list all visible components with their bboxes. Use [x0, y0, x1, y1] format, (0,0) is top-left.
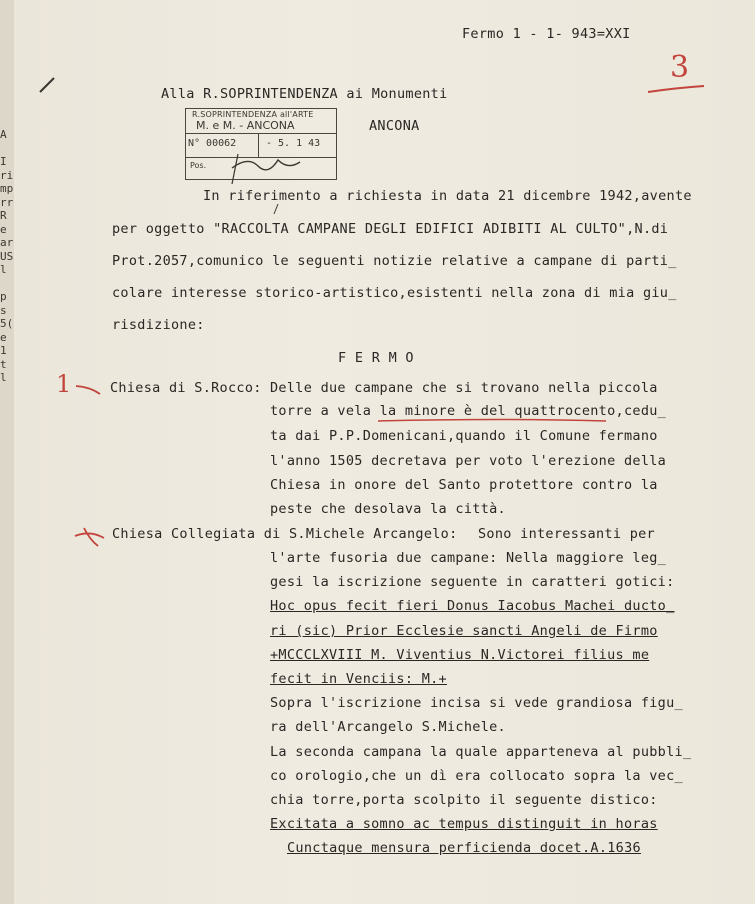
rocco-label: Chiesa di S.Rocco: — [110, 380, 262, 396]
margin-fragments: A I ri mp rr R e ar US l p s 5( e 1 t l — [0, 128, 14, 384]
michele-red-mark — [75, 528, 104, 546]
inscription-line: ri (sic) Prior Ecclesie sancti Angeli de Firmo — [270, 623, 658, 639]
michele-label: Chiesa Collegiata di S.Michele Arcangelo: — [112, 526, 458, 542]
stamp-signature-stroke — [232, 154, 238, 184]
annotation-1: 1 — [56, 370, 72, 398]
stamp-number: N° 00062 — [188, 138, 237, 149]
distich-line: Excitata a somno ac tempus distinguit in horas — [270, 816, 658, 832]
annotation-1-stroke — [76, 386, 100, 394]
michele-line: chia torre,porta scolpito il seguente distico: — [270, 792, 658, 808]
stamp-line2: M. e M. - ANCONA — [196, 119, 295, 132]
address-line2: ANCONA — [369, 118, 420, 134]
rocco-red-underline — [378, 420, 606, 422]
body-line: per oggetto "RACCOLTA CAMPANE DEGLI EDIFICI ADIBITI AL CULTO",N.di — [112, 221, 669, 237]
body-line: colare interesse storico-artistico,esistenti nella zona di mia giu_ — [112, 285, 677, 301]
body-line: risdizione: — [112, 317, 205, 333]
michele-line: ra dell'Arcangelo S.Michele. — [270, 719, 506, 735]
distich-line: Cunctaque mensura perficienda docet.A.1636 — [287, 840, 641, 856]
rocco-underlined: la minore è del quattrocento — [379, 403, 616, 419]
caret-mark — [274, 204, 278, 214]
body-line: Prot.2057,comunico le seguenti notizie relative a campane di parti_ — [112, 253, 677, 269]
stamp-signature — [232, 160, 300, 170]
section-title: F E R M O — [338, 350, 414, 366]
michele-line: Sono interessanti per — [478, 526, 655, 542]
michele-line: gesi la iscrizione seguente in caratteri gotici: — [270, 574, 675, 590]
stamp-pos: Pos. — [190, 161, 207, 170]
page-mark-underline — [648, 86, 704, 92]
michele-line: co orologio,che un dì era collocato sopra la vec_ — [270, 768, 683, 784]
rocco-line: peste che desolava la città. — [270, 501, 506, 517]
inscription-line: +MCCCLXVIII M. Viventius N.Victorei filius me — [270, 647, 650, 663]
michele-line: La seconda campana la quale apparteneva al pubbli_ — [270, 744, 692, 760]
rocco-line: l'anno 1505 decretava per voto l'erezione della — [270, 453, 667, 469]
rocco-line2-pre: torre a vela — [270, 403, 380, 419]
place-date: Fermo 1 - 1- 943=XXI — [462, 26, 631, 42]
rocco-line: ta dai P.P.Domenicani,quando il Comune fermano — [270, 428, 658, 444]
stamp-date: - 5. 1 43 — [266, 138, 321, 149]
michele-line: Sopra l'iscrizione incisa si vede grandiosa figu_ — [270, 695, 683, 711]
margin-pencil-dash — [40, 78, 54, 92]
page-mark: 3 — [670, 50, 690, 85]
inscription-line: Hoc opus fecit fieri Donus Iacobus Machei ducto_ — [270, 598, 675, 614]
stamp-line1: R.SOPRINTENDENZA all'ARTE — [192, 110, 314, 119]
body-line: In riferimento a richiesta in data 21 dicembre 1942,avente — [203, 188, 692, 204]
address-line1: Alla R.SOPRINTENDENZA ai Monumenti — [161, 86, 448, 102]
rocco-line: Delle due campane che si trovano nella piccola — [270, 380, 658, 396]
rocco-line: Chiesa in onore del Santo protettore contro la — [270, 477, 658, 493]
rocco-line2-post: ,cedu_ — [615, 403, 667, 419]
michele-line: l'arte fusoria due campane: Nella maggiore leg_ — [270, 550, 667, 566]
inscription-line: fecit in Venciis: M.+ — [270, 671, 447, 687]
